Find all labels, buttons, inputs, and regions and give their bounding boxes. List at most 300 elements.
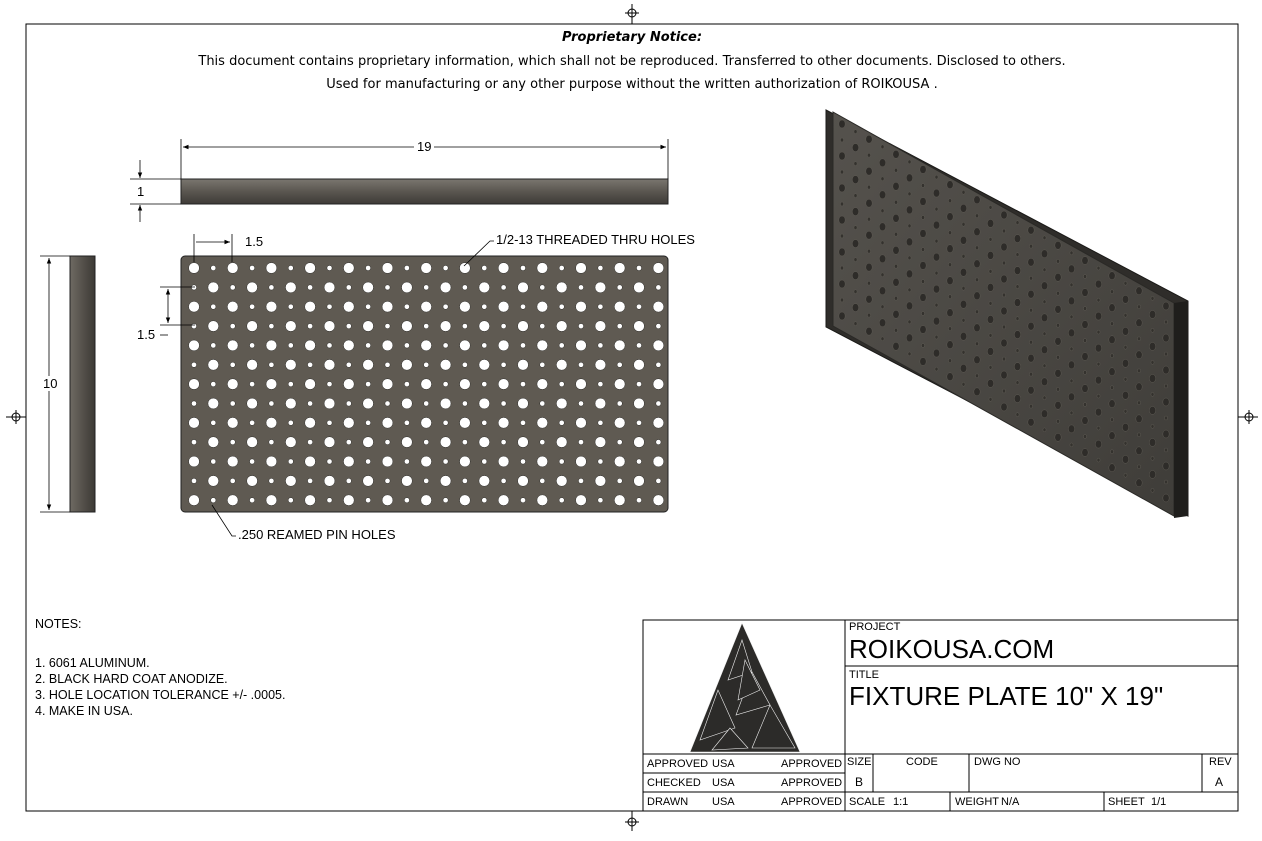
pin-hole [501, 401, 506, 406]
iso-pin-hole [1151, 360, 1154, 364]
threaded-hole [518, 437, 529, 448]
iso-threaded-hole [1082, 385, 1088, 393]
iso-pin-hole [894, 232, 897, 236]
pin-hole [520, 498, 525, 503]
pin-hole [482, 304, 487, 309]
iso-pin-hole [1043, 332, 1046, 336]
iso-threaded-hole [1163, 430, 1169, 438]
threaded-hole [634, 398, 645, 409]
threaded-hole [227, 417, 238, 428]
threaded-hole [227, 495, 238, 506]
threaded-hole [227, 340, 238, 351]
pin-hole [559, 382, 564, 387]
pin-hole [578, 440, 583, 445]
iso-threaded-hole [933, 221, 939, 229]
threaded-hole [479, 437, 490, 448]
threaded-hole [440, 321, 451, 332]
pin-hole [269, 285, 274, 290]
iso-pin-hole [1002, 229, 1005, 233]
iso-threaded-hole [906, 302, 912, 310]
iso-pin-hole [1097, 458, 1100, 462]
pin-hole [462, 401, 467, 406]
iso-pin-hole [1164, 384, 1167, 388]
iso-pin-hole [840, 202, 843, 206]
pin-hole [308, 324, 313, 329]
pin-hole [366, 382, 371, 387]
iso-pin-hole [840, 234, 843, 238]
iso-pin-hole [921, 280, 924, 284]
iso-pin-hole [1137, 369, 1140, 373]
pin-hole [501, 362, 506, 367]
iso-pin-hole [854, 258, 857, 262]
pin-hole [424, 285, 429, 290]
threaded-hole [227, 379, 238, 390]
threaded-hole [614, 263, 625, 274]
iso-threaded-hole [839, 280, 845, 288]
threaded-hole [653, 263, 664, 274]
drawing-title: FIXTURE PLATE 10" X 19" [849, 681, 1164, 711]
pin-hole [443, 265, 448, 270]
threaded-hole [402, 359, 413, 370]
iso-threaded-hole [933, 317, 939, 325]
iso-threaded-hole [1055, 401, 1061, 409]
pin-hole [424, 362, 429, 367]
iso-pin-hole [881, 305, 884, 309]
iso-threaded-hole [1028, 322, 1034, 330]
iso-threaded-hole [947, 277, 953, 285]
threaded-hole [382, 263, 393, 274]
pin-hole [191, 401, 196, 406]
iso-threaded-hole [852, 304, 858, 312]
iso-pin-hole [989, 397, 992, 401]
iso-pin-hole [1029, 308, 1032, 312]
weight-value: N/A [1001, 796, 1020, 808]
pin-hole [288, 382, 293, 387]
pin-hole [636, 304, 641, 309]
length-dimension-label: 19 [414, 139, 434, 154]
pin-hole [327, 420, 332, 425]
pin-hole [559, 265, 564, 270]
iso-pin-hole [1043, 428, 1046, 432]
iso-threaded-hole [1068, 329, 1074, 337]
iso-threaded-hole [893, 278, 899, 286]
note-item: 2. BLACK HARD COAT ANODIZE. [35, 672, 228, 686]
iso-pin-hole [908, 224, 911, 228]
iso-threaded-hole [1149, 310, 1155, 318]
iso-pin-hole [1164, 448, 1167, 452]
pin-hole [230, 324, 235, 329]
iso-threaded-hole [1095, 408, 1101, 416]
iso-pin-hole [867, 313, 870, 317]
drawn-status: APPROVED [781, 796, 843, 808]
threaded-hole [498, 263, 509, 274]
pin-hole [462, 478, 467, 483]
iso-pin-hole [1056, 355, 1059, 359]
iso-threaded-hole [893, 310, 899, 318]
pin-hole [462, 362, 467, 367]
iso-pin-hole [1124, 281, 1127, 285]
checked-by: USA [712, 777, 735, 789]
threaded-hole [343, 456, 354, 467]
iso-threaded-hole [987, 283, 993, 291]
iso-pin-hole [989, 333, 992, 337]
iso-pin-hole [1137, 401, 1140, 405]
iso-pin-hole [881, 241, 884, 245]
iso-threaded-hole [1109, 304, 1115, 312]
iso-pin-hole [1110, 322, 1113, 326]
iso-pin-hole [854, 194, 857, 198]
pin-hole [443, 382, 448, 387]
iso-threaded-hole [1028, 226, 1034, 234]
iso-threaded-hole [1122, 359, 1128, 367]
pin-hole [656, 285, 661, 290]
iso-pin-hole [962, 254, 965, 258]
iso-pin-hole [1016, 285, 1019, 289]
pin-hole [443, 420, 448, 425]
iso-pin-hole [1016, 381, 1019, 385]
threaded-hole [634, 437, 645, 448]
pin-hole [482, 343, 487, 348]
pin-hole [559, 498, 564, 503]
threaded-hole [266, 456, 277, 467]
threaded-hole [402, 321, 413, 332]
iso-pin-hole [881, 337, 884, 341]
iso-pin-hole [948, 231, 951, 235]
iso-threaded-hole [1001, 403, 1007, 411]
drawn-label: DRAWN [647, 796, 689, 808]
pin-hole [520, 265, 525, 270]
iso-pin-hole [854, 226, 857, 230]
threaded-hole [324, 321, 335, 332]
iso-threaded-hole [866, 167, 872, 175]
threaded-hole [227, 456, 238, 467]
threaded-hole [440, 282, 451, 293]
iso-pin-hole [1151, 392, 1154, 396]
iso-pin-hole [1070, 283, 1073, 287]
threaded-hole [576, 301, 587, 312]
threaded-hole [402, 398, 413, 409]
threaded-hole [653, 340, 664, 351]
pin-hole [366, 498, 371, 503]
iso-pin-hole [1083, 403, 1086, 407]
threaded-hole [440, 398, 451, 409]
threaded-hole [227, 263, 238, 274]
iso-pin-hole [1097, 298, 1100, 302]
iso-threaded-hole [1082, 353, 1088, 361]
pin-hole [230, 440, 235, 445]
pin-hole [424, 440, 429, 445]
approved-by: USA [712, 758, 735, 770]
threaded-hole [247, 437, 258, 448]
pin-hole [211, 304, 216, 309]
iso-pin-hole [1029, 340, 1032, 344]
iso-threaded-hole [879, 287, 885, 295]
pin-hole [559, 343, 564, 348]
iso-pin-hole [1151, 328, 1154, 332]
pin-hole [211, 420, 216, 425]
iso-threaded-hole [1136, 447, 1142, 455]
iso-threaded-hole [1041, 378, 1047, 386]
iso-threaded-hole [960, 332, 966, 340]
iso-threaded-hole [1136, 479, 1142, 487]
iso-pin-hole [1110, 354, 1113, 358]
iso-threaded-hole [1055, 337, 1061, 345]
pin-hole [230, 478, 235, 483]
pin-hole [308, 285, 313, 290]
pitch-y-dimension-label: 1.5 [134, 327, 158, 342]
iso-pin-hole [1124, 345, 1127, 349]
iso-threaded-hole [974, 196, 980, 204]
pin-hole [404, 343, 409, 348]
iso-threaded-hole [852, 176, 858, 184]
iso-pin-hole [975, 342, 978, 346]
iso-pin-hole [854, 162, 857, 166]
threaded-hole [266, 340, 277, 351]
iso-pin-hole [881, 209, 884, 213]
iso-threaded-hole [852, 208, 858, 216]
pin-hole [482, 420, 487, 425]
size-label: SIZE [847, 756, 872, 768]
threaded-hole [421, 417, 432, 428]
iso-pin-hole [908, 256, 911, 260]
pin-hole [501, 324, 506, 329]
pin-hole [308, 362, 313, 367]
threaded-hole [479, 359, 490, 370]
threaded-hole [537, 340, 548, 351]
pin-hole [288, 265, 293, 270]
iso-pin-hole [975, 278, 978, 282]
iso-threaded-hole [1109, 432, 1115, 440]
iso-pin-hole [989, 269, 992, 273]
pin-hole [385, 401, 390, 406]
pin-hole [482, 265, 487, 270]
pin-hole [540, 478, 545, 483]
iso-pin-hole [1124, 313, 1127, 317]
threaded-hole [614, 417, 625, 428]
iso-threaded-hole [1041, 282, 1047, 290]
pin-hole [211, 343, 216, 348]
iso-threaded-hole [960, 236, 966, 244]
threaded-hole [305, 379, 316, 390]
threaded-hole [343, 379, 354, 390]
pin-hole [540, 285, 545, 290]
iso-pin-hole [1002, 357, 1005, 361]
pin-hole [385, 285, 390, 290]
iso-threaded-hole [1001, 211, 1007, 219]
iso-threaded-hole [947, 373, 953, 381]
iso-pin-hole [989, 365, 992, 369]
pin-hole [598, 304, 603, 309]
pin-hole [211, 265, 216, 270]
threaded-hole [402, 437, 413, 448]
iso-threaded-hole [906, 238, 912, 246]
threaded-hole [402, 282, 413, 293]
threaded-hole [653, 301, 664, 312]
threaded-hole [440, 437, 451, 448]
threaded-hole [382, 340, 393, 351]
pin-hole [308, 440, 313, 445]
iso-pin-hole [1070, 347, 1073, 351]
iso-threaded-hole [1136, 383, 1142, 391]
threaded-hole [614, 456, 625, 467]
pin-hole [288, 304, 293, 309]
iso-threaded-hole [1014, 299, 1020, 307]
iso-threaded-hole [1109, 336, 1115, 344]
iso-threaded-hole [1001, 243, 1007, 251]
iso-pin-hole [1164, 416, 1167, 420]
pin-hole [559, 304, 564, 309]
threaded-hole [440, 359, 451, 370]
iso-pin-hole [1124, 377, 1127, 381]
iso-threaded-hole [1001, 371, 1007, 379]
pin-hole [191, 440, 196, 445]
threaded-hole [614, 340, 625, 351]
threaded-hole [324, 437, 335, 448]
iso-pin-hole [1097, 266, 1100, 270]
iso-threaded-hole [893, 182, 899, 190]
iso-pin-hole [1097, 362, 1100, 366]
threaded-hole [537, 495, 548, 506]
iso-pin-hole [948, 359, 951, 363]
threaded-hole [421, 495, 432, 506]
threaded-hole [343, 340, 354, 351]
iso-pin-hole [935, 207, 938, 211]
iso-pin-hole [948, 199, 951, 203]
pin-hole [327, 343, 332, 348]
pin-hole [617, 440, 622, 445]
threaded-hole [653, 456, 664, 467]
checked-status: APPROVED [781, 777, 843, 789]
threaded-hole [189, 263, 200, 274]
iso-threaded-hole [920, 358, 926, 366]
threaded-hole [324, 476, 335, 487]
threaded-hole [189, 301, 200, 312]
iso-threaded-hole [960, 300, 966, 308]
threaded-hole [556, 282, 567, 293]
pin-hole [404, 420, 409, 425]
pin-hole [501, 285, 506, 290]
iso-threaded-hole [1136, 351, 1142, 359]
pin-hole [191, 362, 196, 367]
pin-hole [288, 420, 293, 425]
pin-hole [346, 324, 351, 329]
thickness-dimension-label: 1 [134, 184, 147, 199]
iso-pin-hole [908, 160, 911, 164]
iso-threaded-hole [1109, 464, 1115, 472]
iso-pin-hole [840, 298, 843, 302]
drawn-by: USA [712, 796, 735, 808]
iso-threaded-hole [920, 230, 926, 238]
iso-pin-hole [921, 344, 924, 348]
threaded-hole [382, 379, 393, 390]
iso-pin-hole [1083, 307, 1086, 311]
threaded-hole [537, 263, 548, 274]
iso-threaded-hole [1028, 386, 1034, 394]
iso-threaded-hole [1122, 455, 1128, 463]
threaded-hole [189, 379, 200, 390]
threaded-hole [421, 263, 432, 274]
pin-hole [366, 420, 371, 425]
pin-hole [617, 285, 622, 290]
iso-threaded-hole [1028, 418, 1034, 426]
pin-hole [462, 285, 467, 290]
threaded-hole [595, 359, 606, 370]
iso-pin-hole [1164, 480, 1167, 484]
threaded-hole [479, 398, 490, 409]
iso-threaded-hole [987, 347, 993, 355]
iso-threaded-hole [1163, 334, 1169, 342]
iso-threaded-hole [1163, 462, 1169, 470]
pin-hole [327, 265, 332, 270]
checked-label: CHECKED [647, 777, 701, 789]
iso-threaded-hole [1082, 257, 1088, 265]
threaded-hole [189, 417, 200, 428]
iso-pin-hole [935, 335, 938, 339]
iso-threaded-hole [893, 246, 899, 254]
threaded-hole [537, 417, 548, 428]
threaded-hole [305, 301, 316, 312]
pin-hole [578, 478, 583, 483]
iso-pin-hole [1029, 372, 1032, 376]
iso-pin-hole [948, 263, 951, 267]
dwg-no-label: DWG NO [974, 756, 1021, 768]
note-item: 3. HOLE LOCATION TOLERANCE +/- .0005. [35, 688, 286, 702]
pin-hole [346, 478, 351, 483]
iso-threaded-hole [1122, 295, 1128, 303]
iso-pin-hole [1164, 320, 1167, 324]
iso-pin-hole [1056, 259, 1059, 263]
reamed-holes-callout: .250 REAMED PIN HOLES [238, 527, 396, 542]
threaded-hole [653, 417, 664, 428]
iso-pin-hole [1016, 317, 1019, 321]
threaded-hole [634, 359, 645, 370]
iso-threaded-hole [1095, 440, 1101, 448]
pin-hole [191, 478, 196, 483]
pin-hole [269, 478, 274, 483]
top-view-edge [181, 179, 668, 204]
threaded-hole [363, 398, 374, 409]
threaded-hole [460, 456, 471, 467]
iso-pin-hole [867, 217, 870, 221]
iso-threaded-hole [1028, 290, 1034, 298]
threaded-hole [285, 476, 296, 487]
threaded-hole [285, 359, 296, 370]
threaded-hole [247, 359, 258, 370]
iso-pin-hole [948, 327, 951, 331]
pin-hole [424, 478, 429, 483]
iso-threaded-hole [839, 312, 845, 320]
iso-pin-hole [1097, 394, 1100, 398]
threaded-hole [595, 476, 606, 487]
iso-threaded-hole [947, 341, 953, 349]
threaded-hole [285, 398, 296, 409]
iso-pin-hole [1070, 379, 1073, 383]
iso-pin-hole [840, 170, 843, 174]
iso-pin-hole [867, 185, 870, 189]
threaded-hole [208, 321, 219, 332]
pin-hole [520, 459, 525, 464]
threaded-hole [653, 495, 664, 506]
iso-pin-hole [1083, 275, 1086, 279]
proprietary-notice-line1: This document contains proprietary information, which shall not be reproduced. Transferred to other documents. Disclosed to others. [198, 54, 1066, 69]
pin-hole [250, 265, 255, 270]
pin-hole [482, 498, 487, 503]
project-label: PROJECT [849, 621, 901, 633]
iso-pin-hole [1097, 426, 1100, 430]
threaded-hole [518, 398, 529, 409]
pin-hole [482, 459, 487, 464]
iso-pin-hole [935, 367, 938, 371]
